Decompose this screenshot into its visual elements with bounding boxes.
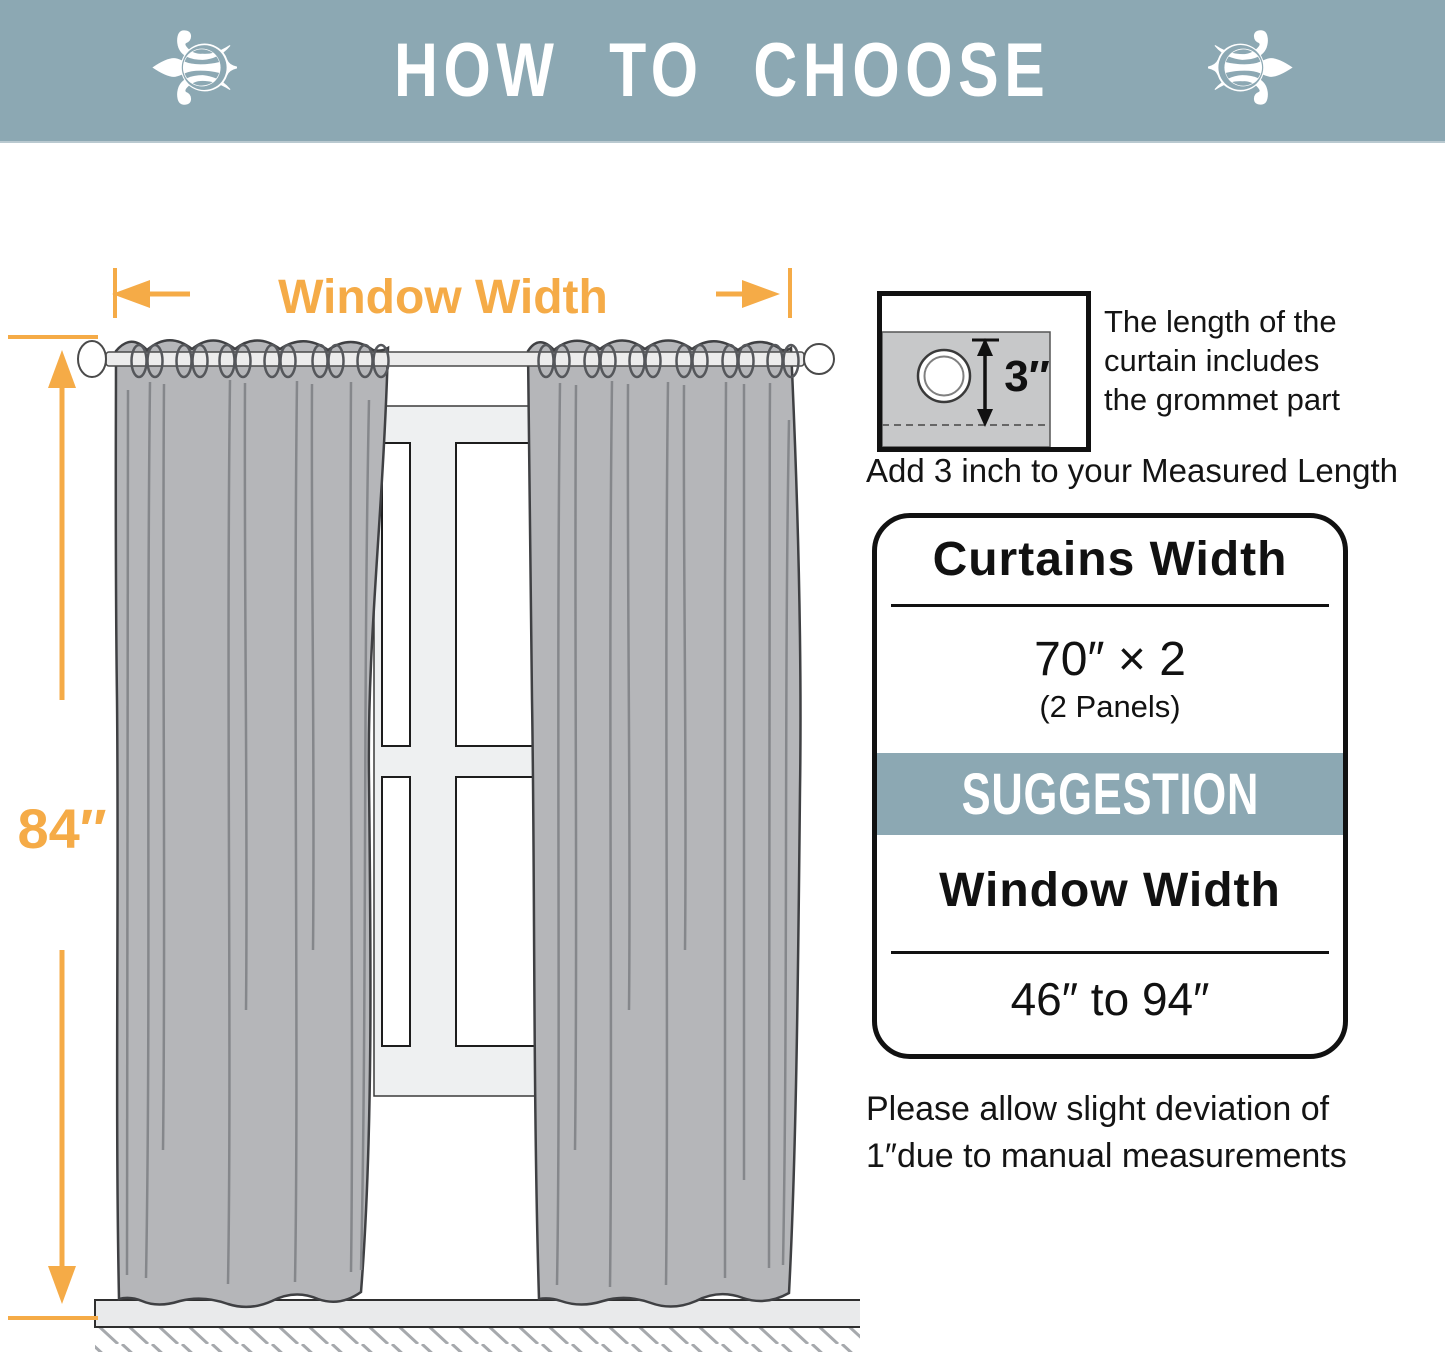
fleur-de-lis-icon: ⚜	[1180, 15, 1315, 120]
grommet-description-line: the grommet part	[1104, 382, 1341, 417]
rod-finial	[78, 341, 106, 377]
floor-baseboard	[95, 1300, 860, 1327]
add-length-note: Add 3 inch to your Measured Length	[866, 452, 1399, 489]
divider	[891, 604, 1329, 607]
right-curtain-panel	[528, 341, 801, 1307]
arrow-down-icon	[48, 1266, 76, 1304]
window-pane	[382, 777, 410, 1046]
curtain-height-label: 84″	[17, 797, 107, 860]
window-width-label: Window Width	[278, 271, 608, 324]
grommet-icon	[918, 350, 970, 402]
grommet-height-label: 3″	[1004, 352, 1050, 401]
left-curtain-panel	[116, 340, 388, 1307]
window-width-title: Window Width	[939, 864, 1281, 917]
deviation-note-line: 1″due to manual measurements	[866, 1137, 1347, 1175]
floor-hatching	[95, 1328, 860, 1352]
grommet-detail-box	[877, 291, 1091, 452]
arrow-left-icon	[112, 280, 150, 308]
window-width-annotation	[112, 268, 790, 324]
deviation-note	[866, 1086, 1347, 1180]
curtain-height-annotation	[8, 337, 107, 1318]
suggestion-band	[877, 753, 1343, 835]
curtain-window-diagram	[0, 141, 860, 1353]
arrow-up-icon	[48, 350, 76, 388]
window-pane	[456, 777, 544, 1046]
rod-finial	[804, 344, 834, 374]
fleur-de-lis-icon: ⚜	[130, 15, 265, 120]
deviation-note-line: Please allow slight deviation of	[866, 1090, 1330, 1128]
header-banner	[0, 0, 1445, 143]
curtains-width-value: 70″ × 2	[1034, 633, 1186, 686]
suggestion-band-label: SUGGESTION	[961, 761, 1259, 827]
page-title: HOW TO CHOOSE	[394, 28, 1051, 113]
grommet-description	[1104, 302, 1340, 419]
curtains-width-title: Curtains Width	[932, 533, 1288, 586]
arrow-right-icon	[742, 280, 780, 308]
grommet-description-line: curtain includes	[1104, 343, 1320, 378]
window-width-value: 46″ to 94″	[1010, 973, 1210, 1025]
window-pane	[382, 443, 410, 746]
divider	[891, 951, 1329, 954]
size-suggestion-box	[872, 513, 1348, 1059]
grommet-description-line: The length of the	[1104, 304, 1337, 339]
curtains-width-subvalue: (2 Panels)	[1039, 689, 1181, 724]
